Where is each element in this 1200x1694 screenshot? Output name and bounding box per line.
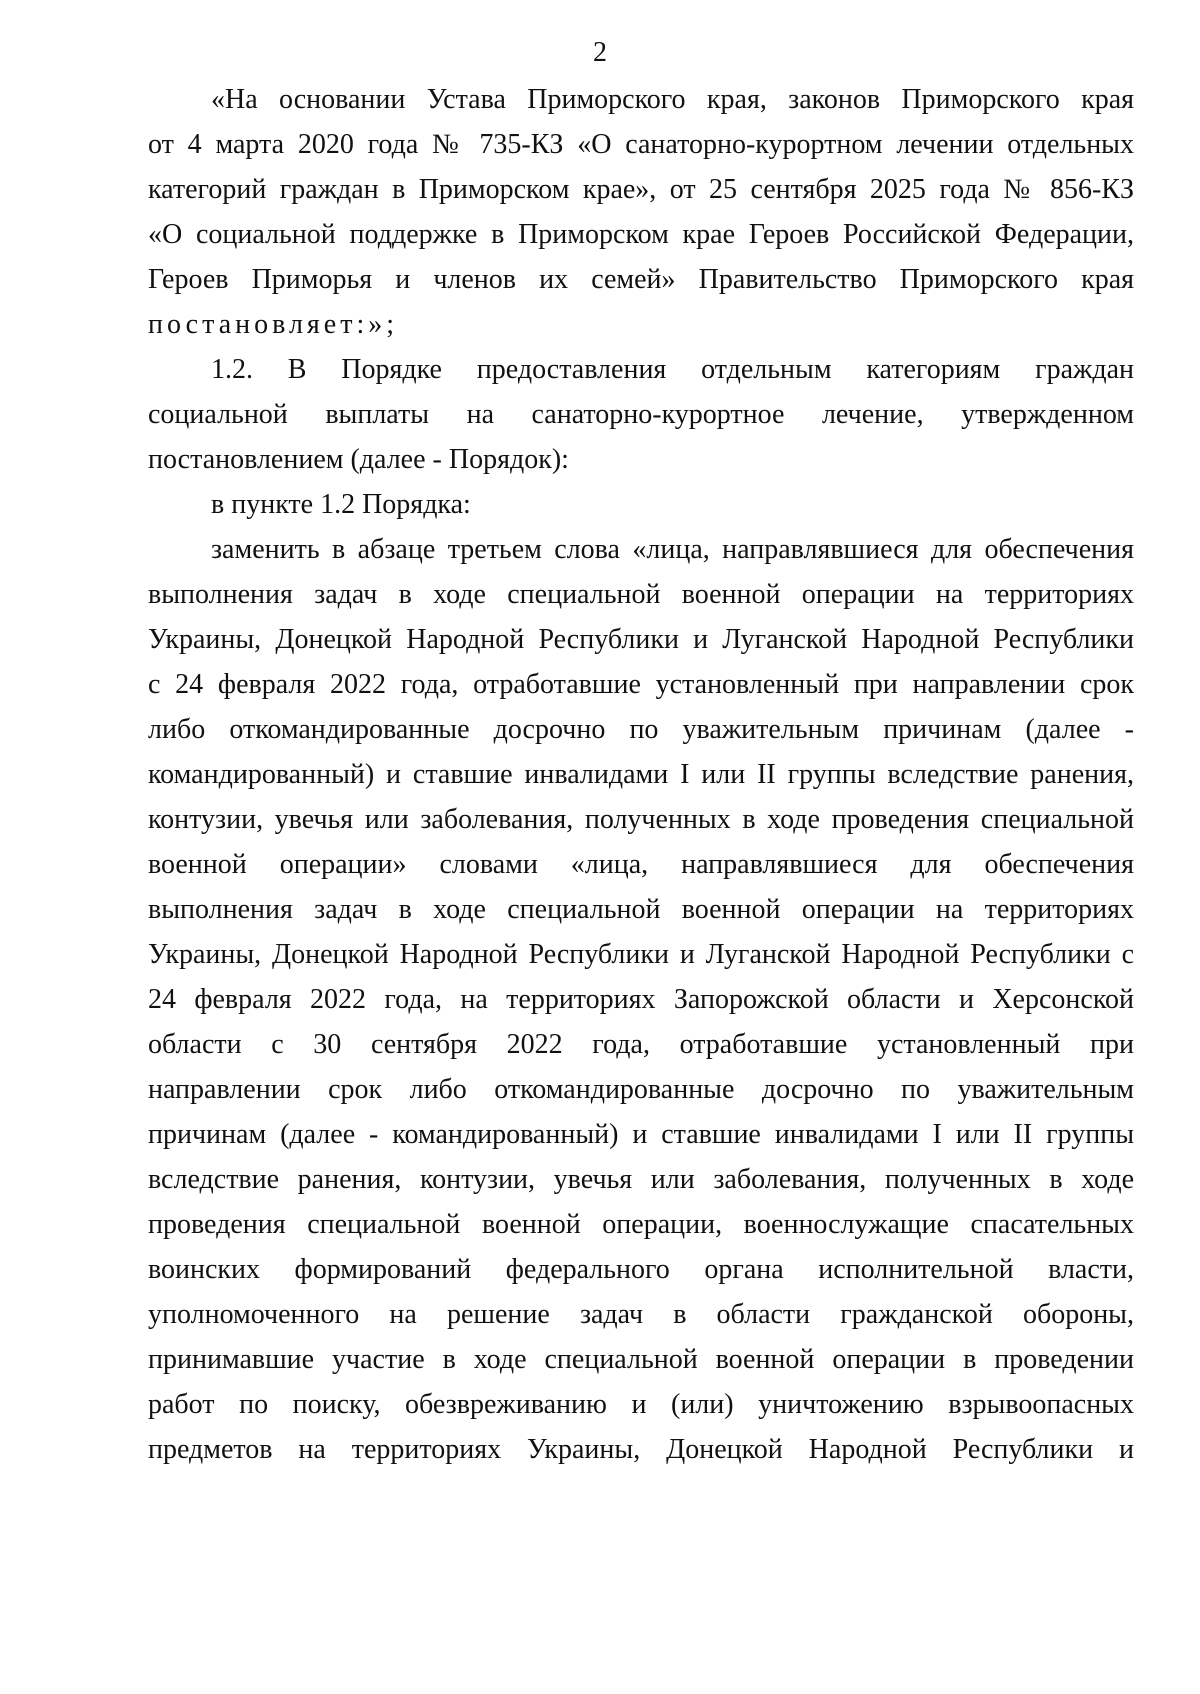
text-line: выполнения задач в ходе специальной военной операции на территориях [148, 579, 1134, 610]
text-line: с 24 февраля 2022 года, отработавшие установленный при направлении срок [148, 669, 1134, 700]
text-line: либо откомандированные досрочно по уважительным причинам (далее - [148, 714, 1134, 745]
text-line: уполномоченного на решение задач в области гражданской обороны, [148, 1299, 1134, 1330]
text-line: Украины, Донецкой Народной Республики и Луганской Народной Республики с [148, 939, 1134, 970]
text-line: вследствие ранения, контузии, увечья или заболевания, полученных в ходе [148, 1164, 1134, 1195]
text-line: 24 февраля 2022 года, на территориях Запорожской области и Херсонской [148, 984, 1134, 1015]
text-line: Героев Приморья и членов их семей» Правительство Приморского края [148, 264, 1134, 295]
text-line: проведения специальной военной операции, военнослужащие спасательных [148, 1209, 1134, 1240]
text-line: предметов на территориях Украины, Донецкой Народной Республики и [148, 1434, 1134, 1465]
text-line: причинам (далее - командированный) и ставшие инвалидами I или II группы [148, 1119, 1134, 1150]
text-line: выполнения задач в ходе специальной военной операции на территориях [148, 894, 1134, 925]
text-line: командированный) и ставшие инвалидами I или II группы вследствие ранения, [148, 759, 1134, 790]
text-line: категорий граждан в Приморском крае», от 25 сентября 2025 года № 856-КЗ [148, 174, 1134, 205]
text-line: воинских формирований федерального органа исполнительной власти, [148, 1254, 1134, 1285]
text-line: «На основании Устава Приморского края, законов Приморского края [211, 84, 1134, 115]
text-line: контузии, увечья или заболевания, полученных в ходе проведения специальной [148, 804, 1134, 835]
text-line: заменить в абзаце третьем слова «лица, направлявшиеся для обеспечения [211, 534, 1134, 565]
text-line: военной операции» словами «лица, направлявшиеся для обеспечения [148, 849, 1134, 880]
text-line: области с 30 сентября 2022 года, отработавшие установленный при [148, 1029, 1134, 1060]
text-line: постановлением (далее - Порядок): [148, 444, 569, 475]
text-line: в пункте 1.2 Порядка: [211, 489, 471, 520]
text-line: принимавшие участие в ходе специальной военной операции в проведении [148, 1344, 1134, 1375]
page-number: 2 [593, 37, 607, 68]
text-line: работ по поиску, обезвреживанию и (или) уничтожению взрывоопасных [148, 1389, 1134, 1420]
text-line: 1.2. В Порядке предоставления отдельным категориям граждан [211, 354, 1134, 385]
text-line: Украины, Донецкой Народной Республики и Луганской Народной Республики [148, 624, 1134, 655]
text-line: социальной выплаты на санаторно-курортное лечение, утвержденном [148, 399, 1134, 430]
text-line: направлении срок либо откомандированные досрочно по уважительным [148, 1074, 1134, 1105]
text-line: постановляет:»; [148, 309, 399, 340]
text-line: «О социальной поддержке в Приморском крае Героев Российской Федерации, [148, 219, 1134, 250]
text-line: от 4 марта 2020 года № 735-КЗ «О санаторно-курортном лечении отдельных [148, 129, 1134, 160]
